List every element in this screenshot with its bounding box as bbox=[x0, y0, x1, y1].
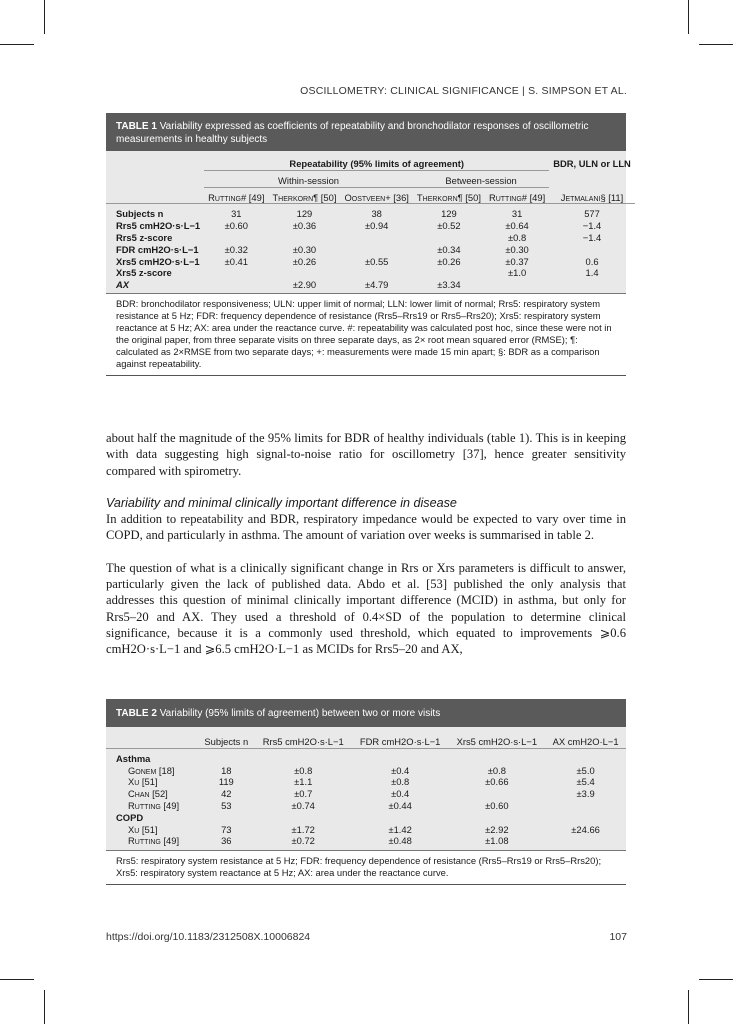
table-cell: ±0.8 bbox=[487, 764, 506, 776]
table-cell: ±0.4 bbox=[391, 788, 410, 800]
table-cell: ±0.32 bbox=[224, 243, 248, 255]
table-2 bbox=[106, 699, 626, 885]
table-cell: 31 bbox=[511, 208, 523, 220]
group-label: Asthma bbox=[116, 752, 151, 764]
table-cell: ±0.26 bbox=[292, 255, 317, 267]
column-header: Rutting# [49] bbox=[485, 192, 549, 204]
table-row bbox=[106, 765, 626, 777]
column-header: Therkorn¶ [50] bbox=[268, 192, 340, 204]
table-cell bbox=[340, 244, 412, 256]
table-cell bbox=[204, 267, 268, 279]
table-cell: ±0.4 bbox=[391, 764, 410, 776]
crop-mark bbox=[699, 44, 733, 45]
crop-mark bbox=[688, 0, 689, 34]
row-label: Rrs5 z-score bbox=[116, 231, 173, 243]
column-header: AX cmH2O·L−1 bbox=[545, 736, 626, 748]
table-cell bbox=[449, 788, 546, 800]
table-2-label: TABLE 2 bbox=[116, 708, 157, 719]
group-label: COPD bbox=[116, 811, 144, 823]
table-1-label: TABLE 1 bbox=[116, 121, 157, 132]
table-cell: ±1.72 bbox=[291, 823, 315, 835]
table-cell: ±2.90 bbox=[292, 279, 317, 291]
paragraph: about half the magnitude of the 95% limits for BDR of healthy individuals (table 1). This is in keeping with data suggesting high signal-to-noise ratio for oscillometry [37], hence greater sensitivity compared with spirometry. bbox=[106, 431, 626, 478]
table-cell bbox=[549, 244, 635, 256]
table-row bbox=[106, 776, 626, 788]
table-row bbox=[106, 835, 626, 847]
table-row bbox=[106, 256, 635, 268]
row-label: Subjects n bbox=[116, 208, 164, 220]
table-2-body bbox=[106, 727, 626, 850]
table-cell: 53 bbox=[221, 799, 232, 811]
table-1-title bbox=[106, 113, 626, 151]
paragraph: In addition to repeatability and BDR, respiratory impedance would be expected to vary over time in COPD, and particularly in asthma. The amount of variation over weeks is summarised in table 2. bbox=[106, 512, 626, 543]
group-bdr: BDR, ULN or LLN bbox=[553, 158, 631, 170]
group-between-session: Between-session bbox=[413, 175, 549, 187]
table-cell: ±0.36 bbox=[292, 220, 317, 232]
row-label: Xrs5 z-score bbox=[116, 267, 172, 279]
crop-mark bbox=[44, 990, 45, 1024]
crop-mark bbox=[688, 990, 689, 1024]
crop-mark bbox=[0, 979, 34, 980]
table-cell: 36 bbox=[221, 835, 232, 847]
row-label: Rutting [49] bbox=[128, 799, 180, 811]
footer-doi: https://doi.org/10.1183/2312508X.10006824 bbox=[106, 931, 311, 943]
table-cell: 42 bbox=[221, 788, 232, 800]
table-cell: −1.4 bbox=[582, 220, 602, 232]
table-cell: ±0.30 bbox=[505, 243, 529, 255]
table-row bbox=[106, 244, 635, 256]
column-header: Rrs5 cmH2O·s·L−1 bbox=[255, 736, 352, 748]
table-cell: ±0.44 bbox=[388, 799, 412, 811]
row-label: Xu [51] bbox=[128, 823, 158, 835]
table-row bbox=[106, 267, 635, 279]
table-cell bbox=[268, 267, 340, 279]
paragraph: The question of what is a clinically significant change in Rrs or Xrs parameters is difficult to answer, particularly given the lack of published data. Abdo et al. [53] published the only analysis that addresses this question of minimal clinically important difference (MCID) in asthma, but only for Rrs5–20 and AX. They used a threshold of 0.4×SD of the population to determine clinical significance, because it is a commonly used threshold, which equated to improvements ⩾0.6 cmH2O·s·L−1 and ⩾6.5 cmH2O·L−1 as MCIDs for Rrs5–20 and AX, bbox=[106, 560, 626, 657]
table-2-title bbox=[106, 699, 626, 727]
table-cell: ±24.66 bbox=[571, 823, 600, 835]
crop-mark bbox=[44, 0, 45, 34]
column-header: Xrs5 cmH2O·s·L−1 bbox=[449, 736, 546, 748]
table-1-footnote: BDR: bronchodilator responsiveness; ULN: upper limit of normal; LLN: lower limit of normal; Rrs5: respiratory system resistance at 5 Hz; FDR: frequency dependence of resistance (Rrs5–Rrs19 or Rrs5–Rrs20); Xrs5: respiratory system reactance at 5 Hz; AX: area under the reactance curve. #: repeatability was calculated post hoc, since these were not in the original paper, from three separate visits on three separate days, as 2× root mean squared error (RMSE); ¶: calculated as 2×RMSE from two separate days; +: measurements were made 15 min apart; §: BDR as a comparison against repeatability. bbox=[106, 293, 626, 376]
group-within-session: Within-session bbox=[204, 175, 413, 187]
column-header: Subjects n bbox=[198, 736, 255, 748]
table-cell: ±0.30 bbox=[292, 243, 317, 255]
row-label: Xu [51] bbox=[128, 776, 158, 788]
row-label: Rutting [49] bbox=[128, 835, 180, 847]
table-cell: ±0.66 bbox=[485, 776, 509, 788]
group-repeatability: Repeatability (95% limits of agreement) bbox=[204, 158, 549, 170]
table-cell: 18 bbox=[221, 764, 232, 776]
table-cell bbox=[545, 800, 626, 812]
table-cell: ±0.26 bbox=[437, 255, 461, 267]
table-cell bbox=[549, 279, 635, 291]
table-cell: ±0.72 bbox=[291, 835, 315, 847]
column-header: Oostveen+ [36] bbox=[340, 192, 412, 204]
table-cell bbox=[413, 232, 485, 244]
table-cell bbox=[340, 267, 412, 279]
table-cell: ±3.34 bbox=[437, 279, 461, 291]
column-header: Therkorn¶ [50] bbox=[413, 192, 485, 204]
table-cell: 129 bbox=[296, 208, 313, 220]
section-heading: Variability and minimal clinically important difference in disease bbox=[106, 495, 457, 510]
row-label: Chan [52] bbox=[128, 788, 168, 800]
table-cell bbox=[340, 232, 412, 244]
crop-mark bbox=[699, 979, 733, 980]
table-cell: ±3.9 bbox=[576, 788, 595, 800]
table-cell bbox=[545, 835, 626, 847]
table-cell: ±0.8 bbox=[507, 231, 527, 243]
table-cell bbox=[204, 279, 268, 291]
table-row bbox=[106, 208, 635, 220]
table-cell: ±1.1 bbox=[294, 776, 313, 788]
table-cell: ±1.0 bbox=[507, 267, 527, 279]
column-header: Jetmalani§ [11] bbox=[549, 192, 635, 204]
table-cell: ±0.8 bbox=[294, 764, 313, 776]
table-cell: 129 bbox=[441, 208, 457, 220]
table-cell: ±0.55 bbox=[364, 255, 389, 267]
table-cell bbox=[485, 279, 549, 291]
table-cell: 577 bbox=[584, 208, 600, 220]
table-cell: ±0.8 bbox=[391, 776, 410, 788]
table-1 bbox=[106, 113, 631, 376]
table-row bbox=[106, 788, 626, 800]
table-cell: ±0.41 bbox=[224, 255, 248, 267]
table-cell: ±1.08 bbox=[485, 835, 509, 847]
table-cell: ±0.7 bbox=[294, 788, 313, 800]
table-cell: ±0.94 bbox=[364, 220, 389, 232]
crop-mark bbox=[0, 44, 34, 45]
table-cell: ±0.48 bbox=[388, 835, 412, 847]
table-cell: 1.4 bbox=[585, 267, 599, 279]
column-header: FDR cmH2O·s·L−1 bbox=[352, 736, 449, 748]
table-cell: ±5.0 bbox=[576, 764, 595, 776]
table-cell: ±0.74 bbox=[291, 799, 315, 811]
running-head: OSCILLOMETRY: CLINICAL SIGNIFICANCE | S. SIMPSON ET AL. bbox=[300, 85, 627, 97]
body-text bbox=[106, 430, 626, 658]
table-cell: ±0.52 bbox=[437, 220, 461, 232]
table-cell: −1.4 bbox=[582, 231, 602, 243]
row-label: Rrs5 cmH2O·s·L−1 bbox=[116, 220, 201, 232]
row-label: Gonem [18] bbox=[128, 764, 175, 776]
table-cell: 73 bbox=[221, 823, 232, 835]
table-row bbox=[106, 279, 635, 291]
row-label: AX bbox=[116, 279, 130, 291]
table-2-footnote: Rrs5: respiratory system resistance at 5 Hz; FDR: frequency dependence of resistance (Rrs5–Rrs19 or Rrs5–Rrs20); Xrs5: respiratory system reactance at 5 Hz; AX: area under the reactance curve. bbox=[106, 850, 626, 885]
table-1-body bbox=[106, 151, 631, 293]
table-cell: ±1.42 bbox=[388, 823, 412, 835]
table-cell: 31 bbox=[231, 208, 242, 220]
page-number: 107 bbox=[609, 931, 627, 943]
table-1-caption: Variability expressed as coefficients of repeatability and bronchodilator responses of oscillometric measurements in healthy subjects bbox=[116, 121, 589, 145]
table-cell: 0.6 bbox=[585, 255, 599, 267]
table-row bbox=[106, 220, 635, 232]
table-cell bbox=[268, 232, 340, 244]
table-cell: ±4.79 bbox=[364, 279, 389, 291]
table-row bbox=[106, 232, 635, 244]
table-cell bbox=[413, 267, 485, 279]
table-cell: 38 bbox=[371, 208, 382, 220]
table-cell: 119 bbox=[218, 776, 234, 788]
table-row bbox=[106, 824, 626, 836]
table-row bbox=[106, 800, 626, 812]
table-cell: ±0.34 bbox=[437, 243, 461, 255]
table-2-caption: Variability (95% limits of agreement) between two or more visits bbox=[159, 708, 441, 719]
table-cell: ±0.60 bbox=[485, 799, 509, 811]
table-cell: ±2.92 bbox=[485, 823, 509, 835]
row-label: Xrs5 cmH2O·s·L−1 bbox=[116, 255, 200, 267]
table-cell: ±0.60 bbox=[224, 220, 248, 232]
column-header: Rutting# [49] bbox=[204, 192, 268, 204]
table-cell: ±0.64 bbox=[505, 220, 529, 232]
row-label: FDR cmH2O·s·L−1 bbox=[116, 243, 199, 255]
table-cell bbox=[204, 232, 268, 244]
table-cell: ±0.37 bbox=[505, 255, 529, 267]
table-cell: ±5.4 bbox=[576, 776, 595, 788]
